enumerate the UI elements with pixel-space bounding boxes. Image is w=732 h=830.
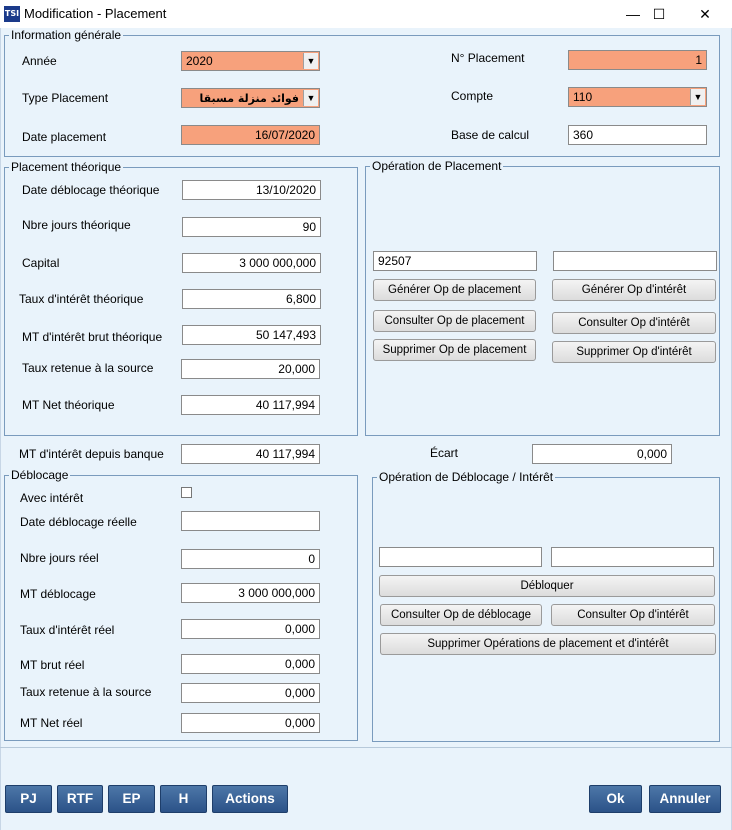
title-bar bbox=[0, 0, 732, 28]
chevron-down-icon[interactable]: ▼ bbox=[303, 90, 318, 106]
annuler-button[interactable]: Annuler bbox=[649, 785, 721, 813]
op-deblocage-number-field[interactable] bbox=[379, 547, 542, 567]
chevron-down-icon[interactable]: ▼ bbox=[303, 53, 318, 69]
deblocage-legend: Déblocage bbox=[11, 468, 69, 482]
type-placement-label: Type Placement bbox=[22, 91, 109, 105]
debloquer-button[interactable]: Débloquer bbox=[379, 575, 715, 597]
db-field-taux-interet[interactable]: 0,000 bbox=[181, 619, 320, 639]
date-placement-label: Date placement bbox=[22, 130, 107, 144]
base-calcul-field[interactable]: 360 bbox=[568, 125, 707, 145]
pt-field-nbre-jours[interactable]: 90 bbox=[182, 217, 321, 237]
type-placement-value: فوائد منزلة مسبقا bbox=[199, 92, 299, 105]
annee-select[interactable] bbox=[181, 51, 320, 71]
supprimer-operations-button[interactable]: Supprimer Opérations de placement et d'intérêt bbox=[380, 633, 716, 655]
annee-label: Année bbox=[22, 54, 57, 68]
ecart-field[interactable]: 0,000 bbox=[532, 444, 672, 464]
consulter-op-deblocage-button[interactable]: Consulter Op de déblocage bbox=[380, 604, 542, 626]
db-label-taux-retenue: Taux retenue à la source bbox=[20, 685, 152, 699]
close-button[interactable]: ✕ bbox=[699, 6, 711, 22]
operation-placement-legend: Opération de Placement bbox=[372, 159, 502, 173]
footer-separator bbox=[0, 747, 732, 748]
consulter-op-placement-button[interactable]: Consulter Op de placement bbox=[373, 310, 536, 332]
db-label-mt-brut: MT brut réel bbox=[20, 658, 85, 672]
db-label-mt-deblocage: MT déblocage bbox=[20, 587, 96, 601]
pt-label-taux-interet: Taux d'intérêt théorique bbox=[19, 292, 144, 306]
date-deblocage-reelle-label: Date déblocage réelle bbox=[20, 515, 137, 529]
actions-button[interactable]: Actions bbox=[212, 785, 288, 813]
op-interet-number-field[interactable] bbox=[553, 251, 717, 271]
avec-interet-checkbox[interactable] bbox=[181, 487, 192, 498]
compte-label: Compte bbox=[451, 89, 494, 103]
h-button[interactable]: H bbox=[160, 785, 207, 813]
pt-label-capital: Capital bbox=[22, 256, 60, 270]
db-field-nbre-jours[interactable]: 0 bbox=[181, 549, 320, 569]
date-deblocage-reelle-field[interactable] bbox=[181, 511, 320, 531]
ep-button[interactable]: EP bbox=[108, 785, 155, 813]
date-placement-field[interactable]: 16/07/2020 bbox=[181, 125, 320, 145]
pt-label-mt-net: MT Net théorique bbox=[22, 398, 115, 412]
db-field-taux-retenue[interactable]: 0,000 bbox=[181, 683, 320, 703]
type-placement-select[interactable] bbox=[181, 88, 320, 108]
generer-op-placement-button[interactable]: Générer Op de placement bbox=[373, 279, 536, 301]
db-label-taux-interet: Taux d'intérêt réel bbox=[20, 623, 115, 637]
compte-select[interactable] bbox=[568, 87, 707, 107]
generer-op-interet-button[interactable]: Générer Op d'intérêt bbox=[552, 279, 716, 301]
supprimer-op-placement-button[interactable]: Supprimer Op de placement bbox=[373, 339, 536, 361]
db-label-mt-net: MT Net réel bbox=[20, 716, 83, 730]
supprimer-op-interet-button[interactable]: Supprimer Op d'intérêt bbox=[552, 341, 716, 363]
db-label-nbre-jours: Nbre jours réel bbox=[20, 551, 99, 565]
compte-value: 110 bbox=[573, 90, 593, 104]
pt-field-taux-retenue[interactable]: 20,000 bbox=[181, 359, 320, 379]
avec-interet-label: Avec intérêt bbox=[20, 491, 84, 505]
pt-label-date-deblocage: Date déblocage théorique bbox=[22, 183, 160, 197]
consulter-op-interet-deblocage-button[interactable]: Consulter Op d'intérêt bbox=[551, 604, 715, 626]
pt-field-capital[interactable]: 3 000 000,000 bbox=[182, 253, 321, 273]
pt-field-taux-interet[interactable]: 6,800 bbox=[182, 289, 321, 309]
db-field-mt-deblocage[interactable]: 3 000 000,000 bbox=[181, 583, 320, 603]
info-generale-legend: Information générale bbox=[11, 28, 122, 42]
op-placement-number-field[interactable]: 92507 bbox=[373, 251, 537, 271]
ecart-label: Écart bbox=[430, 446, 459, 460]
operation-deblocage-legend: Opération de Déblocage / Intérêt bbox=[379, 470, 554, 484]
rtf-button[interactable]: RTF bbox=[57, 785, 103, 813]
maximize-button[interactable]: ☐ bbox=[652, 6, 666, 22]
mt-banque-field[interactable]: 40 117,994 bbox=[181, 444, 320, 464]
base-calcul-label: Base de calcul bbox=[451, 128, 530, 142]
annee-value: 2020 bbox=[186, 54, 213, 68]
mt-banque-label: MT d'intérêt depuis banque bbox=[19, 447, 164, 461]
db-field-mt-net[interactable]: 0,000 bbox=[181, 713, 320, 733]
pt-label-taux-retenue: Taux retenue à la source bbox=[22, 361, 154, 375]
num-placement-field[interactable]: 1 bbox=[568, 50, 707, 70]
op-deblocage-interet-field[interactable] bbox=[551, 547, 714, 567]
ok-button[interactable]: Ok bbox=[589, 785, 642, 813]
minimize-button[interactable]: — bbox=[626, 6, 640, 22]
pt-field-mt-brut[interactable]: 50 147,493 bbox=[182, 325, 321, 345]
placement-theorique-legend: Placement théorique bbox=[11, 160, 122, 174]
app-logo-icon: TSI bbox=[4, 6, 20, 22]
num-placement-label: N° Placement bbox=[451, 51, 525, 65]
pj-button[interactable]: PJ bbox=[5, 785, 52, 813]
pt-field-mt-net[interactable]: 40 117,994 bbox=[181, 395, 320, 415]
consulter-op-interet-button[interactable]: Consulter Op d'intérêt bbox=[552, 312, 716, 334]
pt-field-date-deblocage[interactable]: 13/10/2020 bbox=[182, 180, 321, 200]
window-title: Modification - Placement bbox=[24, 6, 167, 21]
pt-label-nbre-jours: Nbre jours théorique bbox=[22, 218, 131, 232]
db-field-mt-brut[interactable]: 0,000 bbox=[181, 654, 320, 674]
chevron-down-icon[interactable]: ▼ bbox=[690, 89, 705, 105]
pt-label-mt-brut: MT d'intérêt brut théorique bbox=[22, 330, 163, 344]
